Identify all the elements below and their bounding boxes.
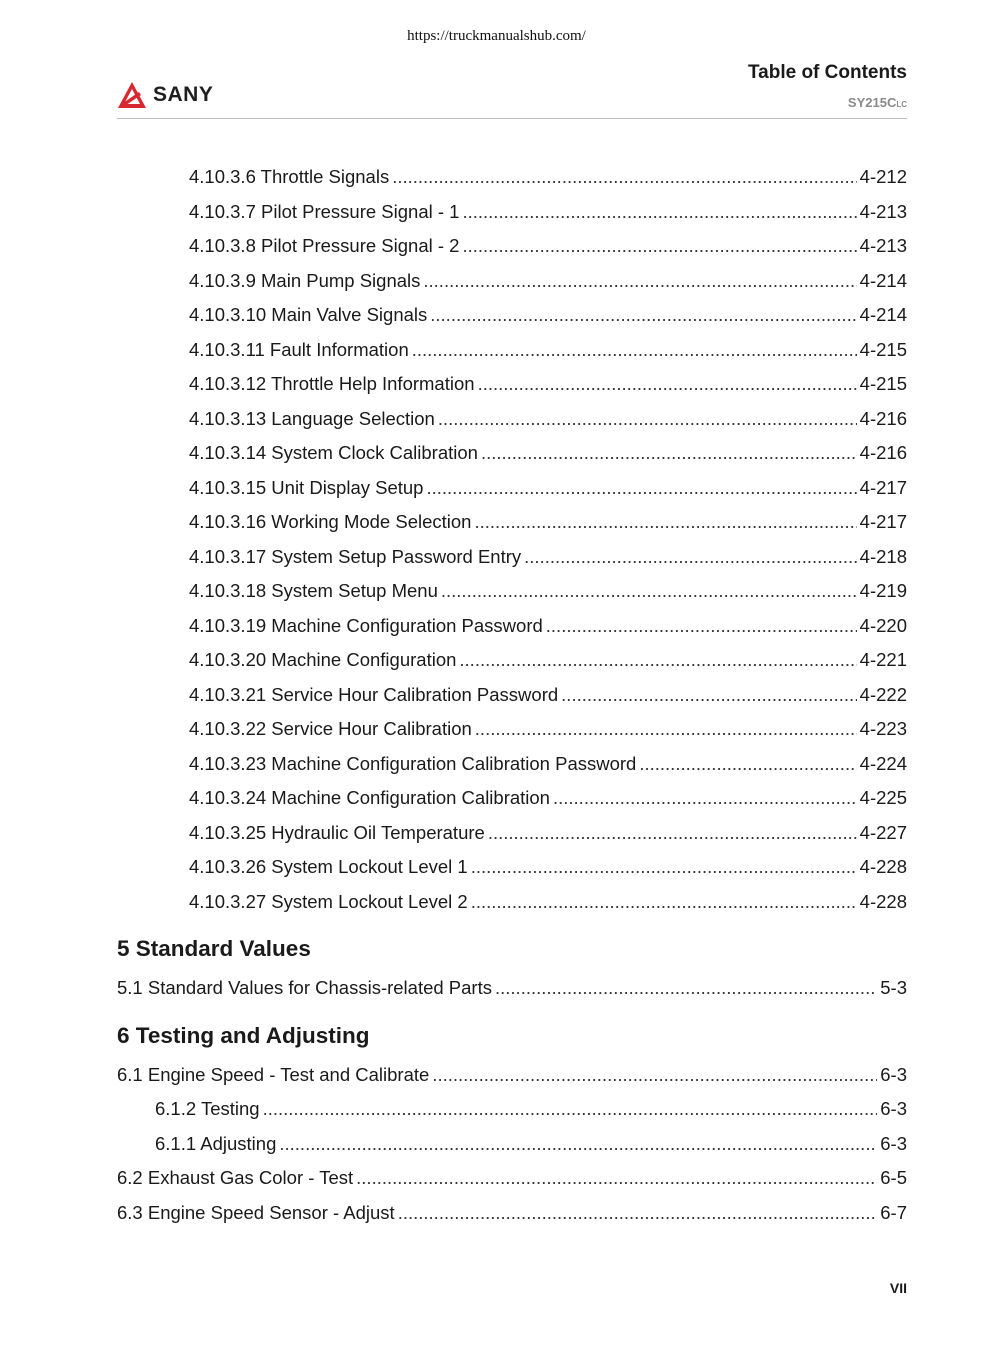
toc-entry[interactable] (117, 195, 907, 230)
toc-entry[interactable] (117, 1127, 907, 1162)
toc-entry[interactable] (117, 747, 907, 782)
toc-entry-page: 4-212 (859, 166, 907, 187)
model-sub: LC (896, 100, 907, 109)
sany-logo-icon (117, 81, 147, 109)
toc-entry-label: 6.3 Engine Speed Sensor - Adjust (117, 1201, 395, 1223)
toc-entry-page: 4-215 (859, 373, 907, 394)
toc-entry-page: 4-227 (859, 821, 907, 843)
toc-entry[interactable] (117, 436, 907, 471)
sany-logo (117, 80, 213, 110)
toc-entry-label: 6.1.2 Testing (155, 1098, 260, 1119)
toc-entry-page: 4-217 (859, 511, 907, 532)
toc-entry-label: 6.2 Exhaust Gas Color - Test (117, 1167, 354, 1188)
toc-leader-dots (279, 1127, 877, 1162)
toc-leader-dots (426, 471, 856, 506)
toc-entry-label: 6.1.1 Adjusting (155, 1132, 277, 1154)
toc-entry-page: 6-5 (880, 1167, 907, 1188)
toc-entry-label: 4.10.3.15 Unit Display Setup (189, 476, 424, 498)
toc-leader-dots (481, 436, 857, 471)
toc-entry-label: 4.10.3.16 Working Mode Selection (189, 511, 472, 532)
toc-leader-dots (639, 747, 856, 782)
toc-entry-page: 4-216 (859, 407, 907, 429)
toc-leader-dots (462, 195, 856, 230)
toc-leader-dots (430, 298, 856, 333)
toc-entry[interactable] (117, 574, 907, 609)
toc-leader-dots (462, 229, 856, 264)
toc-entry-page: 4-213 (859, 235, 907, 256)
source-url: https://truckmanualshub.com/ (407, 28, 586, 44)
toc-leader-dots (553, 781, 857, 816)
toc-entry-page: 6-3 (880, 1098, 907, 1119)
toc-entry-label: 4.10.3.26 System Lockout Level 1 (189, 856, 468, 877)
toc-entry-page: 4-214 (859, 269, 907, 291)
toc-entry-label: 4.10.3.20 Machine Configuration (189, 649, 457, 670)
toc-section-6 (117, 1058, 907, 1231)
toc-entry-label: 4.10.3.6 Throttle Signals (189, 166, 390, 187)
toc-leader-dots (474, 505, 856, 540)
toc-entry[interactable] (117, 678, 907, 713)
toc-entry-page: 4-219 (859, 580, 907, 601)
toc-leader-dots (471, 885, 857, 920)
toc-entry-page: 5-3 (880, 977, 907, 998)
toc-entry-label: 4.10.3.25 Hydraulic Oil Temperature (189, 821, 485, 843)
toc-entry-label: 4.10.3.19 Machine Configuration Password (189, 614, 543, 636)
toc-entry-label: 5.1 Standard Values for Chassis-related Parts (117, 977, 492, 998)
toc-entry[interactable] (117, 471, 907, 506)
toc-leader-dots (459, 643, 856, 678)
toc-entry[interactable] (117, 781, 907, 816)
toc-entry[interactable] (117, 333, 907, 368)
toc-entry-page: 4-218 (859, 545, 907, 567)
toc-entry[interactable] (117, 298, 907, 333)
toc-leader-dots (398, 1196, 878, 1231)
toc-entry-label: 6.1 Engine Speed - Test and Calibrate (117, 1063, 430, 1085)
toc-leader-dots (392, 160, 856, 195)
toc-entry[interactable] (117, 367, 907, 402)
toc-entry-label: 4.10.3.12 Throttle Help Information (189, 373, 475, 394)
model-number (848, 95, 907, 110)
toc-entry-label: 4.10.3.14 System Clock Calibration (189, 442, 478, 463)
toc-entry-label: 4.10.3.8 Pilot Pressure Signal - 2 (189, 235, 460, 256)
toc-entry-label: 4.10.3.13 Language Selection (189, 407, 435, 429)
toc-leader-dots (423, 264, 856, 299)
toc-entry-page: 4-228 (859, 890, 907, 912)
toc-entry[interactable] (117, 1161, 907, 1196)
toc-entry-page: 4-221 (859, 649, 907, 670)
toc-entry[interactable] (117, 971, 907, 1006)
page-number: VII (889, 1280, 907, 1296)
toc-entry[interactable] (117, 540, 907, 575)
toc-entry-page: 4-213 (859, 200, 907, 222)
toc-entry-label: 4.10.3.24 Machine Configuration Calibration (189, 787, 550, 808)
toc-entry[interactable] (117, 850, 907, 885)
toc-leader-dots (356, 1161, 877, 1196)
toc-entry-label: 4.10.3.9 Main Pump Signals (189, 269, 421, 291)
toc-entry-page: 4-223 (859, 718, 907, 739)
toc-entry[interactable] (117, 229, 907, 264)
toc-entry[interactable] (117, 609, 907, 644)
toc-entry-label: 4.10.3.11 Fault Information (189, 338, 409, 360)
toc-entry[interactable] (117, 885, 907, 920)
toc-entry[interactable] (117, 505, 907, 540)
chapter-heading-5: 5 Standard Values (117, 936, 311, 961)
toc-leader-dots (263, 1092, 878, 1127)
toc-entry-page: 6-3 (880, 1132, 907, 1154)
toc-entry[interactable] (117, 712, 907, 747)
toc-entry-label: 4.10.3.21 Service Hour Calibration Password (189, 683, 559, 705)
toc-leader-dots (441, 574, 857, 609)
toc-entry-page: 6-3 (880, 1063, 907, 1085)
toc-entry-label: 4.10.3.22 Service Hour Calibration (189, 718, 472, 739)
toc-entry[interactable] (117, 160, 907, 195)
toc-leader-dots (546, 609, 857, 644)
model-main: SY215C (847, 95, 897, 110)
header-divider (117, 118, 907, 119)
toc-leader-dots (524, 540, 857, 575)
toc-leader-dots (432, 1058, 877, 1093)
toc-entry-page: 4-224 (859, 752, 907, 774)
toc-entry[interactable] (117, 1196, 907, 1231)
toc-entry-page: 4-225 (859, 787, 907, 808)
toc-entry-page: 4-222 (859, 683, 907, 705)
toc-entry-label: 4.10.3.7 Pilot Pressure Signal - 1 (189, 200, 460, 222)
toc-section-5 (117, 971, 907, 1006)
toc-leader-dots (475, 712, 857, 747)
toc-entry-page: 4-216 (859, 442, 907, 463)
toc-entry-page: 6-7 (880, 1201, 907, 1223)
toc-leader-dots (561, 678, 857, 713)
toc-leader-dots (412, 333, 857, 368)
brand-name: SANY (153, 83, 214, 106)
toc-entry-label: 4.10.3.27 System Lockout Level 2 (189, 890, 468, 912)
toc-section-4 (117, 160, 907, 919)
page-title: Table of Contents (747, 62, 907, 83)
toc-entry-page: 4-214 (859, 304, 907, 325)
toc-entry[interactable] (117, 1092, 907, 1127)
toc-entry-page: 4-215 (859, 338, 907, 360)
table-of-contents (117, 160, 907, 1230)
toc-entry-label: 4.10.3.23 Machine Configuration Calibration Password (189, 752, 637, 774)
chapter-heading-6: 6 Testing and Adjusting (117, 1022, 370, 1048)
toc-entry-page: 4-220 (859, 614, 907, 636)
toc-leader-dots (478, 367, 857, 402)
toc-leader-dots (495, 971, 877, 1006)
toc-leader-dots (488, 816, 857, 851)
toc-entry-page: 4-228 (859, 856, 907, 877)
toc-entry-page: 4-217 (859, 476, 907, 498)
toc-entry[interactable] (117, 402, 907, 437)
toc-entry[interactable] (117, 816, 907, 851)
toc-leader-dots (438, 402, 857, 437)
toc-entry-label: 4.10.3.18 System Setup Menu (189, 580, 438, 601)
toc-entry[interactable] (117, 264, 907, 299)
toc-entry[interactable] (117, 643, 907, 678)
toc-leader-dots (471, 850, 857, 885)
toc-entry-label: 4.10.3.17 System Setup Password Entry (189, 545, 522, 567)
toc-entry-label: 4.10.3.10 Main Valve Signals (189, 304, 428, 325)
toc-entry[interactable] (117, 1058, 907, 1093)
